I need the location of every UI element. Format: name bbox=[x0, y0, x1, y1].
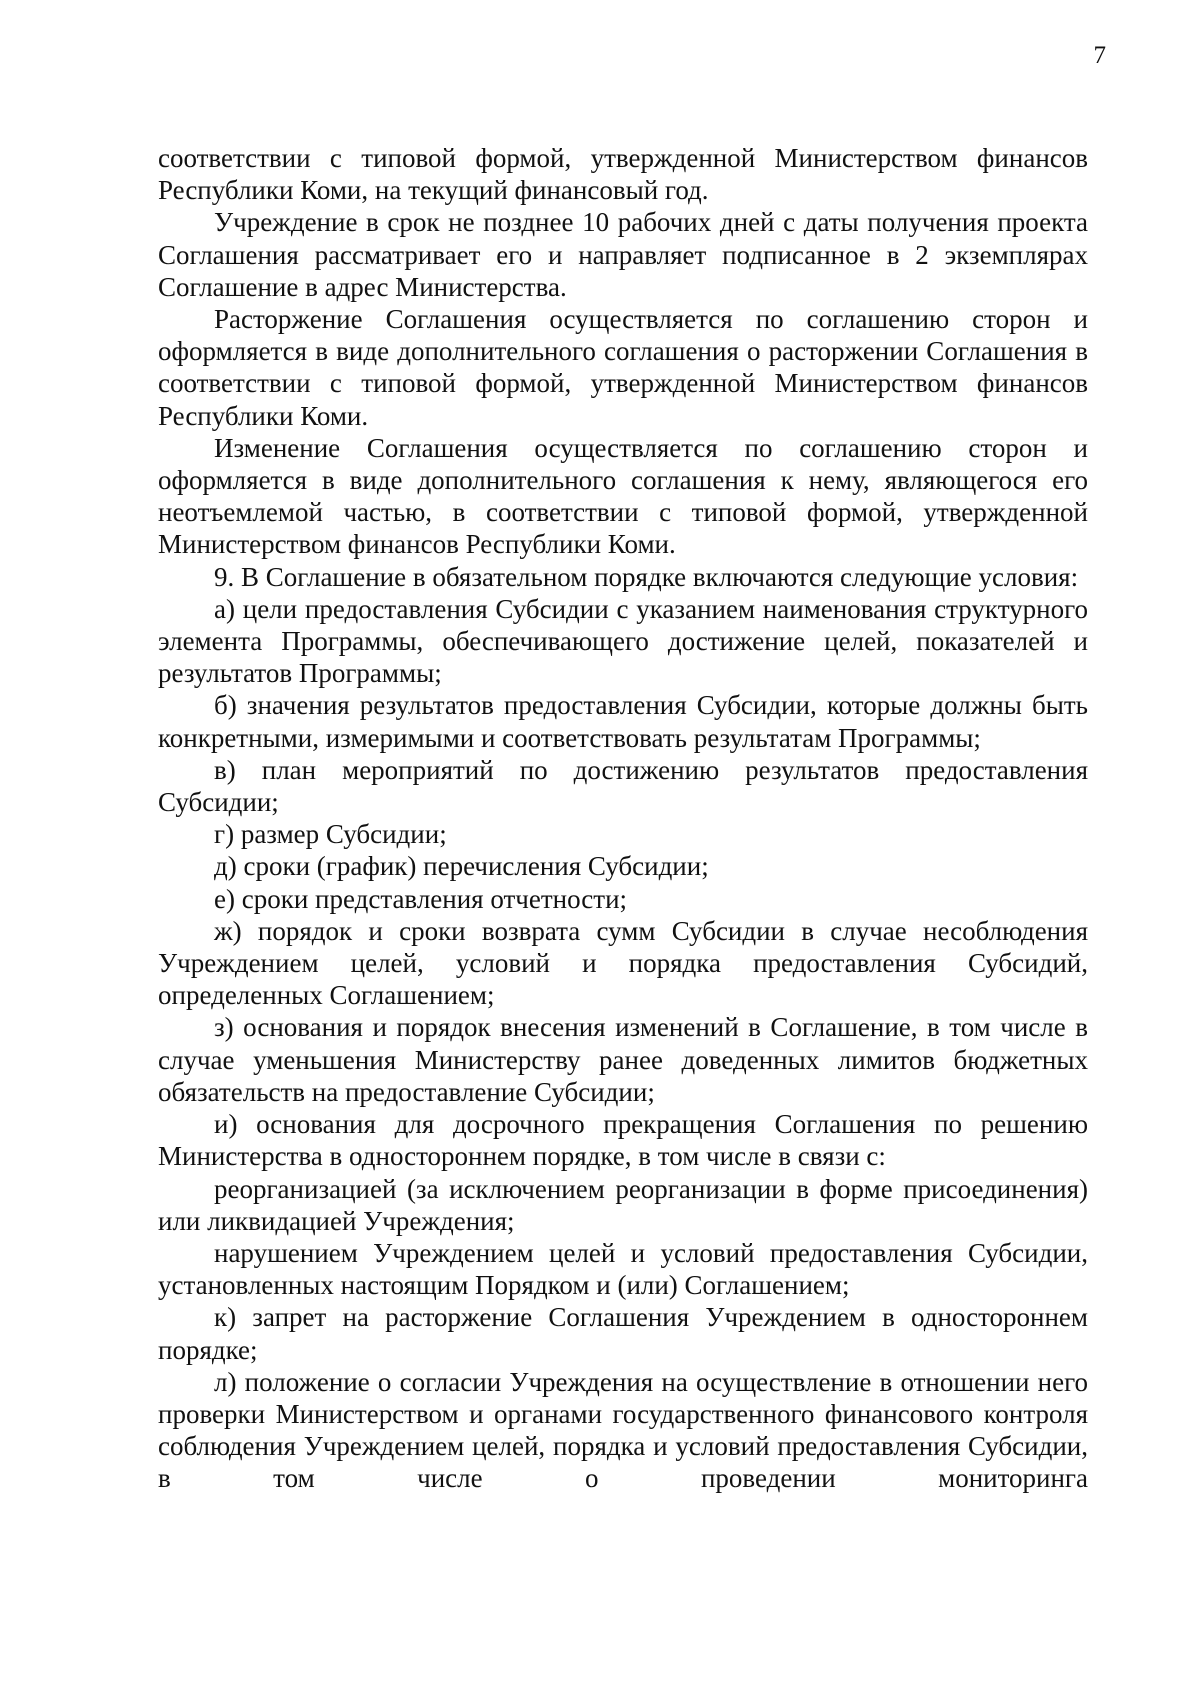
list-item-i: и) основания для досрочного прекращения Соглашения по решению Министерства в одностороннем порядке, в том числе в связи с: bbox=[158, 1109, 1088, 1172]
document-body bbox=[158, 142, 1088, 1495]
list-item-g: г) размер Субсидии; bbox=[214, 819, 447, 850]
list-item-zh: ж) порядок и сроки возврата сумм Субсидии в случае несоблюдения Учреждением целей, условий и порядка предоставления Субсидий, определенных Соглашением; bbox=[158, 915, 1088, 1011]
list-subitem-reorganization: реорганизацией (за исключением реорганизации в форме присоединения) или ликвидацией Учреждения; bbox=[158, 1173, 1088, 1236]
page-number: 7 bbox=[1093, 42, 1106, 69]
paragraph-agreement-termination: Расторжение Соглашения осуществляется по соглашению сторон и оформляется в виде дополнительного соглашения о расторжении Соглашения в соответствии с типовой формой, утвержденной Министерством финансов Республики Коми. bbox=[158, 304, 1088, 431]
paragraph-continuation: соответствии с типовой формой, утвержденной Министерством финансов Республики Коми, на текущий финансовый год. bbox=[158, 143, 1088, 206]
list-subitem-violation: нарушением Учреждением целей и условий предоставления Субсидии, установленных настоящим Порядком и (или) Соглашением; bbox=[158, 1237, 1088, 1301]
paragraph-agreement-change: Изменение Соглашения осуществляется по соглашению сторон и оформляется в виде дополнительного соглашения к нему, являющегося его неотъемлемой частью, в соответствии с типовой формой, утвержденной Министерством финансов Республики Коми. bbox=[158, 432, 1088, 560]
list-item-z: з) основания и порядок внесения изменений в Соглашение, в том числе в случае уменьшения Министерству ранее доведенных лимитов бюджетных обязательств на предоставление Субсидии; bbox=[158, 1012, 1088, 1107]
list-item-e: е) сроки представления отчетности; bbox=[214, 883, 628, 914]
list-item-b: б) значения результатов предоставления Субсидии, которые должны быть конкретными, измеримыми и соответствовать результатам Программы; bbox=[158, 690, 1088, 753]
paragraph-item-9: 9. В Соглашение в обязательном порядке включаются следующие условия: bbox=[214, 561, 1079, 592]
list-item-k: к) запрет на расторжение Соглашения Учреждением в одностороннем порядке; bbox=[158, 1302, 1088, 1365]
list-item-l: л) положение о согласии Учреждения на осуществление в отношении него проверки Министерством и органами государственного финансового контроля соблюдения Учреждением целей, порядка и условий предоставления Субсидии, в том числе о проведении мониторинга bbox=[158, 1366, 1088, 1494]
list-item-v: в) план мероприятий по достижению результатов предоставления Субсидии; bbox=[158, 754, 1088, 818]
paragraph-agreement-signing: Учреждение в срок не позднее 10 рабочих дней с даты получения проекта Соглашения рассматривает его и направляет подписанное в 2 экземплярах Соглашение в адрес Министерства. bbox=[158, 207, 1088, 302]
list-item-d: д) сроки (график) перечисления Субсидии; bbox=[214, 851, 709, 882]
list-item-a: а) цели предоставления Субсидии с указанием наименования структурного элемента Программы, обеспечивающего достижение целей, показателей и результатов Программы; bbox=[158, 593, 1088, 689]
